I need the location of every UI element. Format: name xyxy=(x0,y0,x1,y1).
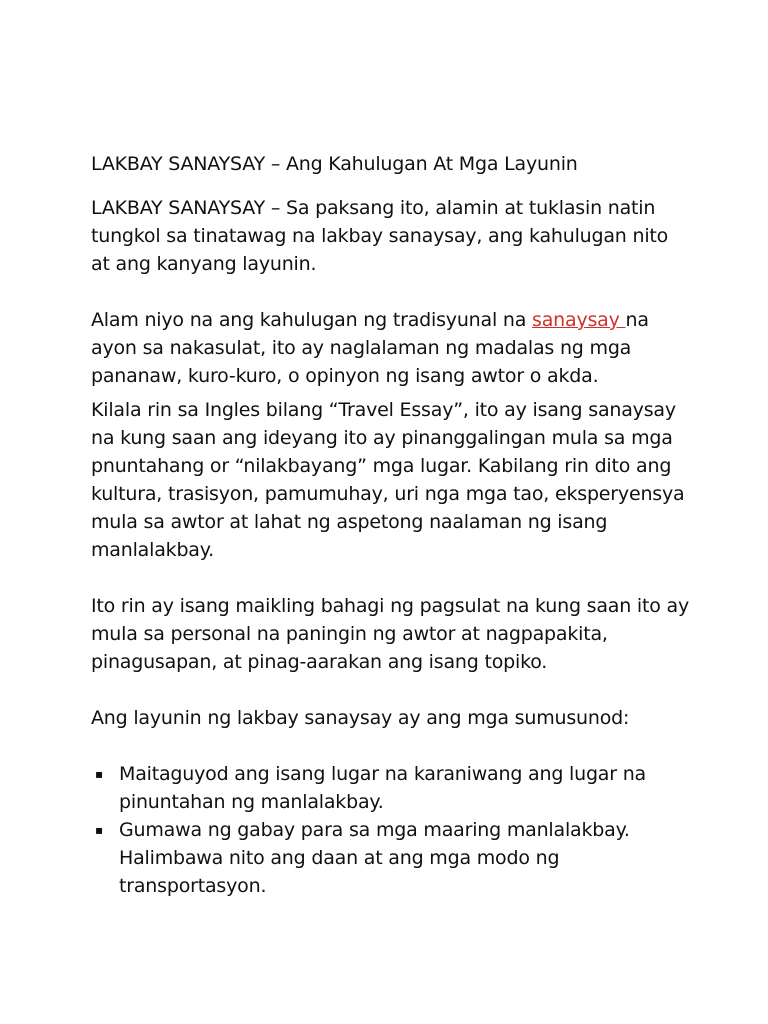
bullet-icon: ▪ xyxy=(95,767,103,781)
list-item-text: Maitaguyod ang isang lugar na karaniwang ang lugar na pinuntahan ng manlalakbay. xyxy=(119,763,646,813)
list-item xyxy=(91,760,691,816)
objectives-intro: Ang layunin ng lakbay sanaysay ay ang mga sumusunod: xyxy=(91,707,630,729)
travel-essay-paragraph: Kilala rin sa Ingles bilang “Travel Essay”, ito ay isang sanaysay na kung saan ang ideyang ito ay pinanggalingan mula sa mga pnuntahang or “nilakbayang” mga lugar. Kabilang rin dito ang kultura, trasisyon, pamumuhay, uri nga mga tao, eksperyensya mula sa awtor at lahat ng aspetong naalaman ng isang manlalakbay. xyxy=(91,399,685,561)
personal-view-paragraph: Ito rin ay isang maikling bahagi ng pagsulat na kung saan ito ay mula sa personal na paningin ng awtor at nagpapakita, pinagusapan, at pinag-aarakan ang isang topiko. xyxy=(91,595,690,673)
bullet-icon: ▪ xyxy=(95,823,103,837)
definition-text-after: na ayon sa nakasulat, ito ay naglalaman ng madalas ng mga pananaw, kuro-kuro, o opinyon ng isang awtor o akda. xyxy=(91,309,649,387)
document-title: LAKBAY SANAYSAY – Ang Kahulugan At Mga Layunin xyxy=(91,153,578,175)
list-item xyxy=(91,816,691,900)
list-item-text: Gumawa ng gabay para sa mga maaring manlalakbay. Halimbawa nito ang daan at ang mga modo ng transportasyon. xyxy=(119,819,630,897)
document-page xyxy=(91,150,691,900)
definition-text-before: Alam niyo na ang kahulugan ng tradisyunal na xyxy=(91,309,533,331)
sanaysay-link[interactable]: sanaysay xyxy=(532,309,626,331)
definition-paragraph xyxy=(91,306,691,390)
intro-paragraph: LAKBAY SANAYSAY – Sa paksang ito, alamin at tuklasin natin tungkol sa tinatawag na lakbay sanaysay, ang kahulugan nito at ang kanyang layunin. xyxy=(91,197,669,275)
objectives-list xyxy=(91,760,691,900)
